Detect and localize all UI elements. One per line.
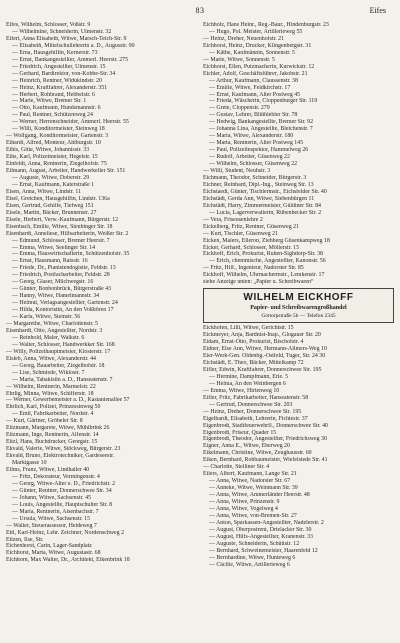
advertisement-box (203, 288, 394, 323)
directory-entry: — Hugo, Pol. Meister, Artillerieweg 55 (209, 28, 303, 35)
directory-entry: Eihis, Gitte, Witwe, Johannisstr. 33 (6, 147, 90, 154)
directory-entry: Eifert, Anna Elisabeth, Witwe, Marsch-Teich-Str. 9 (6, 35, 127, 42)
directory-entry: — Fritz, Dekorateur, Vermingenstr. 4 (12, 473, 100, 480)
ad-address: Gottorpstraße 5b — Telefon 2345 (261, 313, 336, 320)
left-column (6, 22, 197, 569)
directory-entry: — Günter, Bonbonbrück, Bürgerstraße 43 (12, 286, 112, 293)
directory-entry: Eilms, Franz, Witwe, Lindhaller 40 (6, 467, 90, 473)
directory-entry: Eigenbrodt, Stadtfeuerwehrfl., Donnerschwee Str. 40 (203, 422, 328, 429)
directory-entry: — Erich, chemmische, Angestellter, Kanonstr. 56 (209, 258, 326, 265)
directory-entry: — Heinz, Dreher, Neuenhofstr. 21 (203, 35, 285, 42)
directory-entry: — Grete, Cloppenstr. 279 (209, 105, 270, 112)
directory-entry: — Paul, Rentner, Schützenweg 24 (12, 112, 93, 119)
directory-entry: Eisel, Gretchen, Hausgehilfin, Lindstr. 136a (6, 195, 110, 202)
directory-entry: — Vera, Friseusenlehre 2 (203, 216, 263, 223)
directory-entry: — Elisabeth, Mittelschullehrerin a. D., Augusstr. 90 (12, 42, 135, 49)
directory-entry: — Louis, Angestellte, Hauptschulter Str. 8 (12, 501, 113, 508)
directory-entry: — Anna, Witwe, Prinzenstr. 9 (209, 499, 280, 506)
directory-entry: — Frieda, Wäscherin, Cloppenburger Str. 119 (209, 98, 318, 105)
directory-entry: Ekvald, Bruno, Elektrotechniker, Gardeseestr. (6, 453, 115, 460)
ad-tagline: Papier- und Schreibwarengroßhandel (250, 305, 347, 312)
directory-entry: — Heinz, Dreher, Donnerschwee Str. 195 (203, 408, 302, 415)
directory-entry: — Reinhold, Maler, Walkstr. 6 (12, 334, 85, 341)
directory-entry: Eisele, Martin, Bäcker, Brunnenstr. 27 (6, 209, 97, 216)
directory-entry: — Anna, Witwe, Vogelweg 4 (209, 506, 278, 512)
directory-entry: Eickhoff, Wilhelm, Uhrmachermstr., Lemkenstr. 17 (203, 272, 325, 279)
directory-entry: — Anneke, Witwe, Weinmann Str. 39 (209, 485, 298, 492)
directory-entry: Eichstädt, Harry, Zimmermeister, Güldiner Str. 84 (203, 202, 321, 209)
directory-entry: Eitzen, Ilse, Str. (6, 536, 44, 543)
directory-entry: — Rudolf, Arbeiter, Güsenweg 22 (209, 154, 290, 161)
entry-columns (6, 22, 394, 569)
directory-entry: — Georg, Glaser, Milchwegstr. 16 (12, 279, 94, 286)
directory-entry: — Walter, Schlosser, Handwerkker Str. 168 (12, 341, 115, 348)
directory-entry: Eicken, Malers, Elleron, Ziehberg Güsenkampweg 18 (203, 237, 330, 244)
directory-entry: Eitzmann, Margarete, Witwe, Mühlbrink 26 (6, 425, 110, 432)
directory-entry: Eisen, Anna, Witwe, Lindstr. 11 (6, 188, 82, 195)
directory-entry: — Emma, Hauswirtschafterin, Schützenhofstr. 35 (12, 251, 130, 258)
directory-entry: Eitzl, Hans, Buchdrucker, Georgstr. 15 (6, 439, 98, 446)
directory-entry: — August, Hilfs-Angestellter, Kranenstr. 33 (209, 533, 313, 540)
directory-entry: — August, Oberpostrent, Drielacker Str. 30 (209, 526, 312, 533)
directory-entry: — Erna, Hausgehilfin, Kernerstr. 73 (12, 49, 98, 56)
directory-entry: — Willi, Konditormeister, Steinweg 18 (12, 126, 105, 133)
right-column (203, 22, 394, 569)
running-head (6, 4, 394, 18)
directory-entry: — Anna, Witwe, Ammerländer Heerstr. 48 (209, 492, 310, 499)
directory-entry: — Charlotte, Stelliner Str. 4 (203, 464, 270, 471)
directory-entry: — Bernhardine, Witwe, Hunteweg 6 (209, 554, 296, 561)
directory-entry: — Wilhelm, Rentnerin, Marmelstr. 22 (6, 383, 96, 390)
directory-entry: Eidam, Ernst-Otto, Prokurist, Bischofstr. 4 (203, 339, 304, 346)
directory-entry: — Emilie, Witwe, Feldkirchstr. 17 (209, 84, 291, 91)
directory-entry: Eickhofen, Lilli, Witwe, Gerichtstr. 15 (203, 325, 294, 332)
directory-entry: — Heinz, Kraftfahrer, Alexanderstr. 351 (12, 84, 108, 91)
directory-entry: — Kurt, Tischler, Güsenweg 21 (203, 230, 279, 237)
directory-entry: — Gertrud, Donnerschwee Str. 203 (209, 401, 293, 408)
directory-entry: Eikelmann, Christine, Witwe, Zeughausstr. 60 (203, 450, 312, 457)
directory-entry: — Günter, Rentner, Donnerschwee Str. 34 (12, 487, 112, 494)
directory-entry: — Ernst, Kaufmann, Katerstraße 1 (12, 181, 95, 188)
directory-entry: — Anna, Witwe, von-Bremen-Str. 27 (209, 512, 297, 519)
directory-entry: — Wilhelm, Schlosser, Güsenweg 22 (209, 161, 298, 168)
directory-entry: — Arthur, Kaufmann, Claussenstr. 38 (209, 77, 298, 84)
ad-company-name: WILHELM EICKHOFF (243, 292, 354, 304)
directory-entry: — Ernst, Kaufmann, Alter Postweg 45 (209, 91, 301, 98)
directory-entry: Eichhorst, Ellen, Putzmacherin, Kurwickstr. 12 (203, 63, 315, 70)
directory-entry: — Hermine, Dampfmann, Erle. 5 (209, 373, 289, 380)
directory-entry: Eichholz, Hans Heinr., Reg.-Baur., Hindenburgstr. 23 (203, 22, 329, 28)
directory-entry: — Lucia, Lagerverwalterin, Rübenbecker Str. 2 (209, 209, 322, 216)
directory-entry: — Marie, Witwe, Sonnenstr. 5 (203, 56, 275, 63)
right-column-bottom (203, 325, 394, 568)
directory-entry: — Anton, Sparkassen-Angestellter, Nadelerstr. 2 (209, 519, 324, 526)
directory-entry: — Johann, Witwe, Sachsenstr. 45 (12, 494, 92, 501)
directory-entry: — Friedrich, Postfacharbeiter, Feldstr. 28 (12, 272, 110, 279)
directory-entry: Eisen, Gertrud, Gehilfe, Tiefweg 151 (6, 202, 94, 209)
directory-entry: — Wolfgang, Konditormeister, Gartenstr. 3 (6, 133, 109, 140)
directory-entry: — Anna, Witwe, Nadorster Str. 67 (209, 478, 291, 485)
directory-entry: — Georg, Witwe-Alter e. D., Friedrichstr. 2 (12, 480, 116, 487)
directory-entry: Eifler, Edwin, Kraftfahrer, Donnerschwee Str. 195 (203, 366, 322, 373)
directory-entry: — Fritz, Hilf., Ingenieur, Nadorster Str. 85 (203, 265, 304, 272)
directory-entry: Eichler, Adolf, Geschäftsführer, Jakobstr. 21 (203, 70, 308, 77)
directory-entry: Eicker, Gerhard, Schlosser, Möllerstr. 15 (203, 244, 300, 251)
directory-entry: — Cäcilie, Witwe, Artillerieweg 6 (209, 561, 290, 568)
directory-entry: — Auguste, Schneiderin, Schüttstr. 12 (209, 540, 300, 547)
directory-entry: Eifler, Fritz, Fabrikarbeiter, Hanseatenstr. 58 (203, 394, 309, 401)
directory-entry: Eisenhardt, Anneliese, Hilfsarbeiterin, Weißer Str. 2 (6, 230, 129, 237)
directory-entry: Eichhorst, Heinz, Drucker, Klingenbergstr. 31 (203, 42, 312, 49)
directory-entry: — Johanna Lina, Angestellte, Bleichenstr. 7 (209, 126, 313, 133)
directory-entry: — Maria, Rentnerin, Alsenbachstr. 7 (12, 508, 99, 515)
directory-entry: — Herbert, Rohbrand, Hebbelstr. 6 (12, 91, 95, 98)
directory-entry: Eier-Werk-Gen. Oldenbg.-Ostfeld, Tuger, Str. 24 30 (203, 353, 326, 360)
directory-entry: — Helma, An den Weinbergen 6 (209, 380, 286, 387)
directory-entry: — Hedwig, Bankangestellte, Bremer Str. 92 (209, 119, 314, 126)
directory-entry: Eisenhardt, Otto, Angestellter, Nordstr. 3 (6, 327, 103, 334)
right-column-top (203, 22, 394, 286)
directory-entry: — Werner, Herrenschneider, Ammerl. Heerstr. 55 (12, 119, 129, 126)
directory-entry: — Emma, Witwe, Seelinger Str. 14 (12, 244, 96, 251)
directory-entry: — Georg, Bauarbeiter, Ziegelhofstr. 18 (12, 362, 105, 369)
directory-entry: — Werner, Gewerbemeister a. D., Kastanienallee 57 (6, 397, 130, 404)
directory-entry: — Edmund, Schlosser, Bremer Heerstr. 7 (12, 237, 110, 244)
page-number: 83 (195, 6, 205, 15)
directory-entry: Eickmeyer, Anja, Bardnist-Inap., Glogauer Str. 20 (203, 332, 321, 339)
directory-entry: — Ursula, Witwe, Sachsenstr. 15 (12, 515, 91, 522)
directory-entry: — Paul, Polizeiinspektor, Hammelweg 26 (209, 147, 309, 154)
directory-entry: Eichner, Reinhard, Dipl.-Ing., Steinweg Str. 13 (203, 181, 314, 188)
directory-entry: Eichmann, Theodor, Schneider, Bürgerstr. 3 (203, 174, 307, 181)
directory-entry: Eickhoff, Erich, Prokurist, Ruhen-Sighdorp-Str. 38 (203, 251, 323, 258)
directory-entry: Ekvald, Valerie, Witwe, Stöckweg, Bürgerstr. 23 (6, 446, 121, 453)
directory-entry: Eilmann, August, Arbeiter, Handwerkeller Str. 151 (6, 168, 126, 175)
directory-entry: — Wilhelmine, Schneiderin, Ulmenstr. 32 (12, 28, 112, 35)
directory-entry: Eisele, Herbert, Verw.-Kaufmann, Bürgerstr. 12 (6, 216, 119, 223)
directory-entry: Eifes, Wilhelm, Schlosser, Voßstr. 9 (6, 22, 91, 28)
directory-entry: — Heinrich, Rentner, Widukindstr. 20 (12, 77, 102, 84)
directory-entry: Eigelhardt, Elisabeth, Lehrerin, Fichtestr. 37 (203, 415, 308, 422)
directory-entry: Eitl, Karl-Heinz, Lehr. Zeichner, Nordenschweg 2 (6, 529, 125, 536)
directory-entry: — Maria, Tabakistin a. D., Hanseatenstr. 7 (12, 376, 113, 383)
directory-entry: Eichhorst, Marta, Witwe, Augustastr. 68 (6, 550, 101, 557)
directory-entry: Marktgasse 10 (12, 460, 47, 467)
directory-entry: — Hilda, Kontoristin, An den Voßhören 17 (12, 307, 114, 314)
directory-entry: Eichstädt, Gerda Ann, Witwe, Siebenbürgen 11 (203, 195, 315, 202)
directory-entry: — Käthe, Kaufmännin, Sonnenstr. 5 (209, 49, 295, 56)
directory-entry: Eilers, Albert, Kaufmann, Lange Str. 21 (203, 471, 297, 478)
directory-entry: — Friedrich, Angestellter, Ulmenstr. 15 (12, 63, 106, 70)
directory-entry: — Karla, Witwe, Steinstr. 56 (12, 314, 81, 321)
directory-entry: — Marie, Witwe, Bremer Str. 1 (12, 98, 87, 105)
directory-entry: Eisleb, Anna, Witwe, Alexanderstr. 44 (6, 355, 96, 362)
directory-entry: — Walter, Steuerassessor, Heideweg 7 (6, 522, 97, 529)
directory-entry: — Friede, Dr., Pianistendogistie, Feldstr. 13 (12, 265, 116, 272)
directory-entry: — Margarethe, Witwe, Charlottenstr. 5 (6, 320, 98, 327)
section-heading: Eifes (369, 6, 386, 15)
directory-entry: Eiken, Bernhard, Rohbaumeister, Wiefelstede Str. 41 (203, 457, 328, 464)
directory-entry: Einfeldt, Anna, Rentnerin, Ziegelhofstr. 75 (6, 161, 107, 168)
directory-entry: Eichenhorst, Carin, Lager-Sandplatz (6, 543, 92, 550)
directory-entry: Ehrlich, Karl, Polizei, Prinzessinweg 50 (6, 404, 101, 411)
directory-entry: Eidner, Else Ann, Witwe, Hermann-Allmers-Weg 10 (203, 346, 327, 353)
directory-entry: Eichhorn, Max Walter, Dr., Architekt, Elkenbrink 18 (6, 557, 130, 564)
directory-entry: — Lise, Schmiede, Wiklostr. 7 (12, 369, 85, 376)
directory-entry: Eihardt, Alfred, Monteur, Ahlburgstr. 10 (6, 140, 101, 147)
directory-entry: Eitzmann, Inge, Rentnerin, Alfenstr. 14 (6, 432, 99, 439)
directory-entry: — Helmut, Verlagsangestellter, Gartenstr. 24 (12, 300, 118, 307)
directory-entry: Eickelberg, Fritz, Rentner, Güsenweg 21 (203, 223, 300, 230)
directory-entry: Eigner, Anna E., Witwe, Eberweg 20 (203, 443, 290, 450)
directory-entry: Eihs, Karl, Polizeimeister, Hegelstr. 15 (6, 154, 98, 161)
directory-entry: — Auguste, Witwe, Doberstr. 29 (12, 174, 90, 181)
directory-entry: Eichstädt, E. Theo, Bäcker, Mittelkamp 72 (203, 359, 304, 366)
directory-entry: — Ernst, Bankangestellter, Ammerl. Heerstr. 275 (12, 56, 129, 63)
directory-entry: — Maria, Witwe, Alexanderstr. 180 (209, 133, 294, 140)
directory-entry: — Kurt, Gärtner, Gröbeler Str. 8 (6, 418, 83, 425)
directory-entry: Eisenbach, Emilie, Witwe, Steubinger Str. 18 (6, 223, 113, 230)
directory-entry: — Ernst, Hausmann, Ratsstr. 16 (12, 258, 88, 265)
directory-entry: — Gerhard, Bardirektor, von-Kobbe-Str. 34 (12, 70, 116, 77)
directory-entry: Ehrlig, Minna, Witwe, Schifferstr. 18 (6, 390, 94, 397)
directory-entry: — Willy, Polizeihauptmeister, Klosterstr. 17 (6, 348, 111, 355)
directory-entry: — Emil, Fabrikarbeiter, Nordstr. 4 (12, 411, 94, 418)
directory-entry: Eigenbrodt, Theodor, Angestellter, Friedrichsweg 30 (203, 436, 327, 443)
directory-entry: — Hanny, Witwe, Hamelmannstr. 34 (12, 293, 100, 300)
directory-entry: Eigenbrodt, Friseur, Quader 15 (203, 429, 277, 436)
directory-entry: — Gustav, Lehrer, Blüthlebler Str. 78 (209, 112, 298, 119)
directory-entry: — Otto, Kaufmann, Hundsmannstr. 6 (12, 105, 101, 112)
directory-entry: — Willi, Student, Neuhstr. 3 (203, 168, 271, 175)
directory-entry: — Emma, Witwe, Hirtenweg 10 (203, 387, 280, 394)
directory-entry: siehe Anzeige unten: „Papier u. Schreibwaren“ (203, 279, 314, 286)
directory-entry: Eichstaedt, Günter, Tischlermstr., Eichsfelder Str. 40 (203, 188, 327, 195)
directory-entry: — Marta, Rentnerin, Alter Postweg 145 (209, 140, 304, 147)
directory-entry: — Bernhard, Schweinemeister, Haarenfeld 12 (209, 547, 318, 554)
